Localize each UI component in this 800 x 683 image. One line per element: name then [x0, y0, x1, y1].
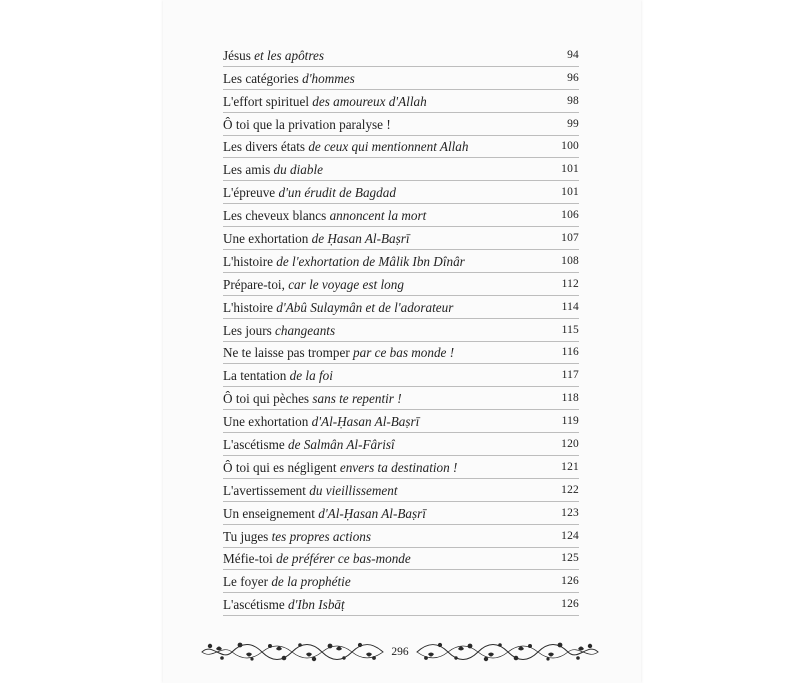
toc-entry-page-number: 115: [561, 323, 579, 336]
toc-entry: [223, 387, 579, 410]
toc-entry-title-italic: sans te repentir !: [312, 391, 402, 407]
toc-entry: [223, 364, 579, 387]
toc-entry-title: [223, 139, 469, 154]
toc-entry-title: [223, 94, 427, 109]
toc-entry-title: [223, 529, 371, 544]
toc-entry-title-roman: Ô toi qui pèches: [223, 391, 313, 407]
toc-entry-title: [223, 597, 345, 612]
toc-entry: [223, 342, 579, 365]
toc-entry-page-number: 98: [567, 94, 579, 107]
toc-entry-title-italic: d'Al-Ḥasan Al-Baṣrī: [311, 414, 420, 430]
toc-entry-title: [223, 254, 465, 269]
toc-entry: [223, 44, 579, 67]
toc-entry-page-number: 112: [561, 277, 579, 290]
toc-entry: [223, 410, 579, 433]
toc-entry-page-number: 124: [561, 529, 579, 542]
toc-entry-title: [223, 48, 324, 63]
page-footer: [192, 638, 608, 666]
toc-entry: [223, 250, 579, 273]
toc-entry-title-italic: annoncent la mort: [329, 208, 427, 224]
toc-entry-page-number: 94: [567, 48, 579, 61]
toc-entry-page-number: 101: [561, 163, 579, 176]
toc-entry-title-roman: Les catégories: [223, 70, 303, 86]
toc-entry: [223, 113, 579, 136]
toc-entry-title-roman: La tentation: [223, 368, 290, 384]
toc-entry-title-roman: Tu juges: [223, 528, 272, 544]
toc-entry-page-number: 120: [561, 438, 579, 451]
toc-entry: [223, 227, 579, 250]
toc-entry-title-roman: Ne te laisse pas tromper: [223, 345, 354, 361]
toc-entry-title-italic: d'Ibn Isbāṭ: [288, 597, 345, 613]
toc-entry-page-number: 101: [561, 186, 579, 199]
toc-entry-title-italic: du vieillissement: [309, 482, 398, 498]
toc-entry-page-number: 119: [561, 415, 579, 428]
toc-entry-title-italic: du diable: [273, 162, 323, 178]
toc-entry: [223, 296, 579, 319]
toc-entry-page-number: 121: [561, 460, 579, 473]
toc-entry-page-number: 107: [561, 232, 579, 245]
toc-entry: [223, 570, 579, 593]
toc-entry: [223, 456, 579, 479]
toc-entry-title-roman: L'effort spirituel: [223, 93, 313, 109]
toc-entry-page-number: 116: [561, 346, 579, 359]
toc-entry-title-roman: Les amis: [223, 162, 274, 178]
toc-entry-title-roman: L'histoire: [223, 253, 277, 269]
toc-entry-page-number: 126: [561, 598, 579, 611]
toc-entry-title: [223, 391, 402, 406]
toc-entry: [223, 273, 579, 296]
toc-entry-title: [223, 460, 457, 475]
toc-entry-title-roman: Méfie-toi: [223, 551, 277, 567]
toc-entry-page-number: 99: [567, 117, 579, 130]
toc-entry-title-italic: de la foi: [289, 368, 333, 384]
toc-entry-title-roman: Prépare-toi,: [223, 276, 289, 292]
toc-entry-title-italic: de Salmân Al-Fârisî: [288, 437, 395, 453]
toc-entry-title-roman: Les divers états: [223, 139, 309, 155]
toc-entry-page-number: 96: [567, 71, 579, 84]
toc-entry-title-italic: de la prophétie: [271, 574, 351, 590]
toc-entry: [223, 319, 579, 342]
toc-entry-title: [223, 506, 426, 521]
toc-entry-page-number: 114: [561, 300, 579, 313]
toc-entry-page-number: 123: [561, 506, 579, 519]
toc-entry-title: [223, 117, 391, 132]
page-number: 296: [391, 646, 409, 658]
toc-entry-title-roman: L'ascétisme: [223, 437, 288, 453]
toc-entry-title-italic: des amoureux d'Allah: [312, 93, 427, 109]
toc-entry-title: [223, 185, 396, 200]
floral-vine-icon: [415, 638, 600, 666]
toc-entry: [223, 502, 579, 525]
toc-entry-title-roman: Une exhortation: [223, 231, 312, 247]
toc-entry-page-number: 122: [561, 483, 579, 496]
toc-entry-title: [223, 414, 419, 429]
toc-entry-page-number: 117: [561, 369, 579, 382]
toc-entry-title-roman: L'avertissement: [223, 482, 310, 498]
toc-entry-title-roman: L'histoire: [223, 299, 277, 315]
toc-entry-title: [223, 231, 410, 246]
toc-entry: [223, 158, 579, 181]
toc-entry-title-roman: L'épreuve: [223, 185, 279, 201]
toc-entry-title-roman: Ô toi que la privation paralyse !: [223, 116, 391, 132]
toc-entry-title-italic: d'Al-Ḥasan Al-Baṣrī: [318, 505, 426, 521]
toc-entry-page-number: 106: [561, 209, 579, 222]
toc-entry-title: [223, 300, 453, 315]
floral-vine-icon: [200, 638, 385, 666]
toc-entry: [223, 433, 579, 456]
toc-entry-title-italic: tes propres actions: [271, 528, 372, 544]
toc-entry-title-italic: et les apôtres: [254, 47, 324, 63]
toc-entry-title: [223, 345, 454, 360]
toc-entry: [223, 67, 579, 90]
toc-entry-title-roman: Les cheveux blancs: [223, 208, 330, 224]
toc-entry: [223, 136, 579, 159]
toc-entry-title-roman: Ô toi qui es négligent: [223, 459, 340, 475]
toc-entry-title-italic: par ce bas monde !: [353, 345, 455, 361]
toc-entry-title: [223, 437, 395, 452]
toc-entry: [223, 204, 579, 227]
toc-entry-title-roman: Un enseignement: [223, 505, 319, 521]
toc-entry-title-italic: d'Abû Sulaymân et de l'adorateur: [276, 299, 454, 315]
table-of-contents: [223, 44, 579, 616]
toc-entry-title-italic: de l'exhortation de Mâlik Ibn Dînâr: [276, 253, 465, 269]
toc-entry-title-roman: Jésus: [223, 47, 255, 63]
toc-entry-title-italic: de Ḥasan Al-Baṣrī: [311, 231, 410, 247]
toc-entry: [223, 593, 579, 616]
toc-entry-title: [223, 71, 355, 86]
toc-entry-title-roman: L'ascétisme: [223, 597, 288, 613]
toc-entry-title-italic: car le voyage est long: [288, 276, 404, 292]
toc-entry: [223, 548, 579, 571]
toc-entry-page-number: 108: [561, 254, 579, 267]
toc-entry-title: [223, 574, 351, 589]
toc-entry-title-italic: d'hommes: [302, 70, 355, 86]
toc-entry: [223, 90, 579, 113]
toc-entry-page-number: 125: [561, 552, 579, 565]
toc-entry-title: [223, 277, 404, 292]
toc-entry-title: [223, 551, 411, 566]
toc-entry-title-roman: Une exhortation: [223, 414, 312, 430]
toc-entry: [223, 181, 579, 204]
toc-entry: [223, 525, 579, 548]
toc-entry-page-number: 118: [561, 392, 579, 405]
toc-entry-page-number: 100: [561, 140, 579, 153]
toc-entry-title-italic: envers ta destination !: [339, 459, 458, 475]
toc-entry-title: [223, 483, 398, 498]
toc-entry-title-italic: d'un érudit de Bagdad: [278, 185, 396, 201]
toc-entry-title-roman: Le foyer: [223, 574, 272, 590]
toc-entry-title-italic: de préférer ce bas-monde: [276, 551, 411, 567]
toc-entry-title: [223, 208, 426, 223]
toc-entry-title: [223, 323, 335, 338]
toc-entry-title-italic: changeants: [275, 322, 336, 338]
toc-entry-title-roman: Les jours: [223, 322, 276, 338]
toc-entry-page-number: 126: [561, 575, 579, 588]
toc-entry-title-italic: de ceux qui mentionnent Allah: [308, 139, 469, 155]
toc-entry-title: [223, 368, 333, 383]
toc-entry-title: [223, 162, 323, 177]
toc-entry: [223, 479, 579, 502]
